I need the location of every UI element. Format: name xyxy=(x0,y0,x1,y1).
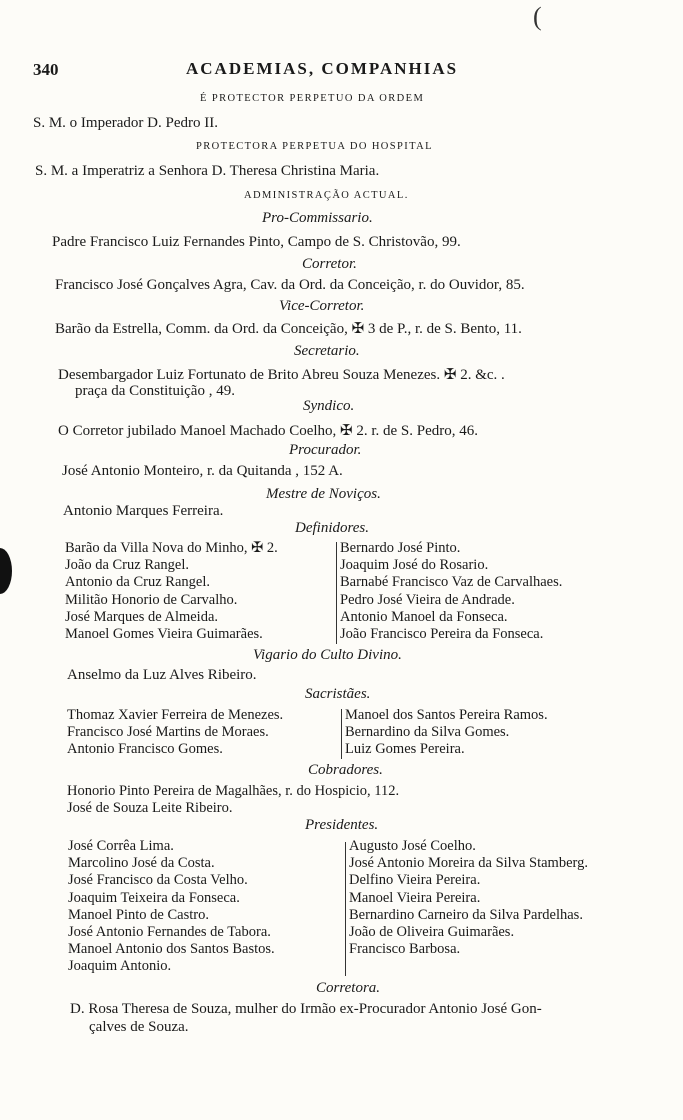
presidentes-right-column xyxy=(349,838,588,958)
procurador-title: Procurador. xyxy=(289,442,362,458)
procurador-text: José Antonio Monteiro, r. da Quitanda , 152 A. xyxy=(62,463,343,479)
sacristaes-left-column xyxy=(67,707,283,759)
page-number: 340 xyxy=(33,60,59,79)
definidores-right-column xyxy=(340,540,562,643)
presidentes-left-column xyxy=(68,838,275,976)
header-protectora: PROTECTORA PERPETUA DO HOSPITAL xyxy=(196,141,433,152)
list-item: Bernardino da Silva Gomes. xyxy=(345,724,510,741)
list-item: Francisco José Martins de Moraes. xyxy=(67,724,269,741)
list-item: Barnabé Francisco Vaz de Carvalhaes. xyxy=(340,574,563,591)
pro-commissario-text: Padre Francisco Luiz Fernandes Pinto, Campo de S. Christovão, 99. xyxy=(52,234,461,250)
pro-commissario-title: Pro-Commissario. xyxy=(262,210,373,226)
list-item: Joaquim José do Rosario. xyxy=(340,557,489,574)
list-item: José de Souza Leite Ribeiro. xyxy=(67,800,233,817)
vice-corretor-title: Vice-Corretor. xyxy=(279,298,365,314)
list-item: Pedro José Vieira de Andrade. xyxy=(340,591,515,608)
sacristaes-right-column xyxy=(345,707,548,759)
list-item: Militão Honorio de Carvalho. xyxy=(65,591,238,608)
list-item: José Antonio Fernandes de Tabora. xyxy=(68,924,271,941)
definidores-title: Definidores. xyxy=(295,520,370,536)
corretor-text: Francisco José Gonçalves Agra, Cav. da Ord. da Conceição, r. do Ouvidor, 85. xyxy=(55,277,525,293)
list-item: Antonio Francisco Gomes. xyxy=(67,741,223,758)
sacristaes-title: Sacristães. xyxy=(305,686,371,702)
header-protector: É PROTECTOR PERPETUO DA ORDEM xyxy=(200,93,425,104)
list-item: João de Oliveira Guimarães. xyxy=(349,924,515,941)
cobradores-title: Cobradores. xyxy=(308,762,383,778)
list-item: José Corrêa Lima. xyxy=(68,838,174,854)
column-divider xyxy=(345,842,346,976)
syndico-text: O Corretor jubilado Manoel Machado Coelho, ✠ 2. r. de S. Pedro, 46. xyxy=(58,423,478,439)
list-item: Joaquim Teixeira da Fonseca. xyxy=(68,889,240,906)
corretora-text-1: D. Rosa Theresa de Souza, mulher do Irmão ex-Procurador Antonio José Gon- xyxy=(70,1001,542,1017)
protectora-name: S. M. a Imperatriz a Senhora D. Theresa Christina Maria. xyxy=(35,163,380,179)
list-item: José Marques de Almeida. xyxy=(65,608,219,625)
list-item: Manoel Antonio dos Santos Bastos. xyxy=(68,941,275,958)
list-item: Manoel Gomes Vieira Guimarães. xyxy=(65,626,263,643)
vigario-title: Vigario do Culto Divino. xyxy=(253,647,402,663)
binding-hole xyxy=(0,548,12,594)
corretora-text-2: çalves de Souza. xyxy=(89,1019,189,1035)
secretario-title: Secretario. xyxy=(294,343,360,359)
definidores-left-column xyxy=(65,540,278,643)
cobradores-list xyxy=(67,783,399,817)
list-item: Marcolino José da Costa. xyxy=(68,855,215,872)
list-item: Manoel Vieira Pereira. xyxy=(349,889,481,906)
list-item: José Francisco da Costa Velho. xyxy=(68,872,248,889)
list-item: Augusto José Coelho. xyxy=(349,838,476,854)
secretario-text-2: praça da Constituição , 49. xyxy=(75,383,235,399)
list-item: João Francisco Pereira da Fonseca. xyxy=(340,626,544,643)
vice-corretor-text: Barão da Estrella, Comm. da Ord. da Conceição, ✠ 3 de P., r. de S. Bento, 11. xyxy=(55,321,522,337)
vigario-text: Anselmo da Luz Alves Ribeiro. xyxy=(67,667,257,683)
secretario-text-1: Desembargador Luiz Fortunato de Brito Abreu Souza Menezes. ✠ 2. &c. . xyxy=(58,367,505,383)
list-item: Francisco Barbosa. xyxy=(349,941,461,958)
list-item: João da Cruz Rangel. xyxy=(65,557,190,574)
margin-mark: ( xyxy=(533,2,542,31)
column-divider xyxy=(341,709,342,759)
mestre-text: Antonio Marques Ferreira. xyxy=(63,503,224,519)
list-item: José Antonio Moreira da Silva Stamberg. xyxy=(349,855,588,872)
running-head: ACADEMIAS, COMPANHIAS xyxy=(186,59,459,78)
list-item: Antonio Manoel da Fonseca. xyxy=(340,608,508,625)
list-item: Bernardo José Pinto. xyxy=(340,540,461,556)
syndico-title: Syndico. xyxy=(303,398,355,414)
list-item: Manoel Pinto de Castro. xyxy=(68,906,209,923)
list-item: Antonio da Cruz Rangel. xyxy=(65,574,210,591)
column-divider xyxy=(336,542,337,644)
protector-name: S. M. o Imperador D. Pedro II. xyxy=(33,115,218,131)
header-admin: ADMINISTRAÇÃO ACTUAL. xyxy=(244,190,409,201)
corretor-title: Corretor. xyxy=(302,256,357,272)
list-item: Bernardino Carneiro da Silva Pardelhas. xyxy=(349,906,583,923)
mestre-title: Mestre de Noviços. xyxy=(266,486,381,502)
presidentes-title: Presidentes. xyxy=(305,817,379,833)
list-item: Thomaz Xavier Ferreira de Menezes. xyxy=(67,707,284,723)
list-item: Luiz Gomes Pereira. xyxy=(345,741,465,758)
list-item: Manoel dos Santos Pereira Ramos. xyxy=(345,707,548,723)
list-item: Delfino Vieira Pereira. xyxy=(349,872,481,889)
list-item: Joaquim Antonio. xyxy=(68,958,172,975)
list-item: Barão da Villa Nova do Minho, ✠ 2. xyxy=(65,540,278,556)
list-item: Honorio Pinto Pereira de Magalhães, r. do Hospicio, 112. xyxy=(67,783,400,799)
corretora-title: Corretora. xyxy=(316,980,381,996)
